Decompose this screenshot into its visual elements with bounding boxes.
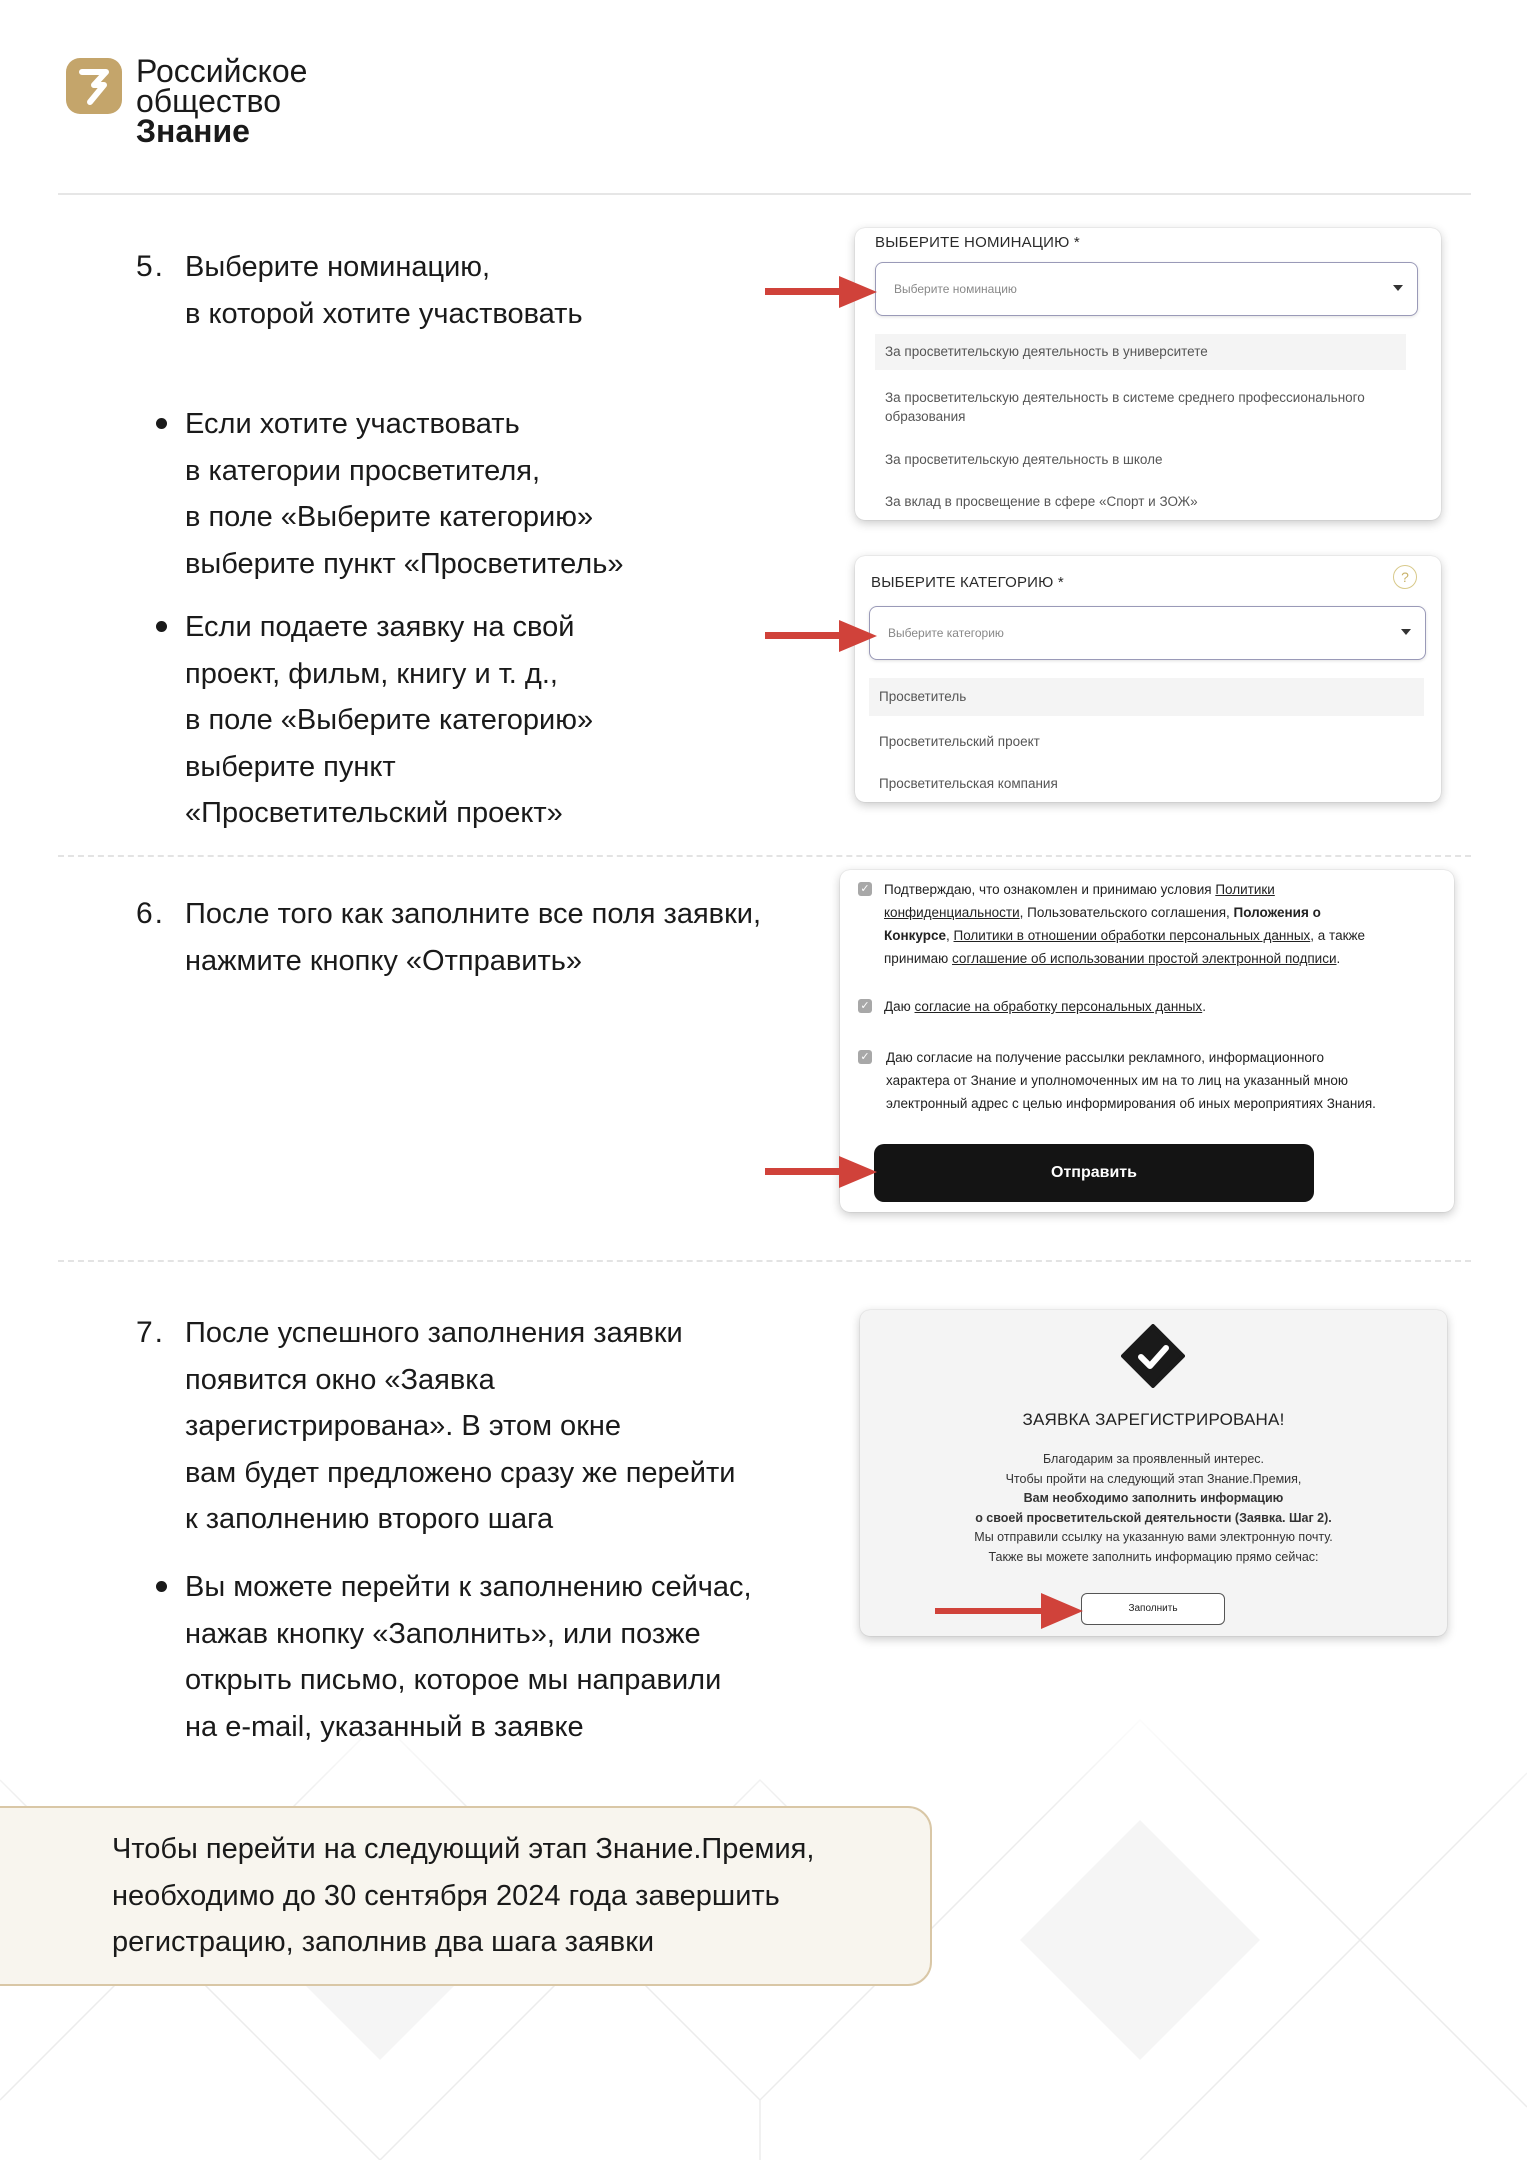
consent-card (840, 870, 1454, 1212)
note-line: регистрацию, заполнив два шага заявки (112, 1926, 655, 1958)
brand-line2: общество (136, 83, 281, 119)
bullet-line: в поле «Выберите категорию» (185, 501, 594, 533)
chevron-down-icon (1393, 285, 1403, 291)
bullet-line: Вы можете перейти к заполнению сейчас, (185, 1571, 752, 1603)
header-divider (58, 193, 1471, 195)
consent-checkbox-terms[interactable]: ✓ (858, 882, 872, 896)
bullet-line: «Просветительский проект» (185, 797, 563, 829)
pointer-arrow-icon (935, 1591, 1085, 1631)
privacy-policy-link[interactable]: конфиденциальности (884, 905, 1020, 920)
step5-bullet1 (185, 401, 623, 587)
option-label: образования (885, 409, 966, 424)
step5-line: Выберите номинацию, (185, 251, 491, 283)
nomination-card (855, 228, 1441, 520)
consent-terms-text: Подтверждаю, что ознакомлен и принимаю условия Политики конфиденциальности, Пользовательского соглашения, Положения о Конкурсе, Политики в отношении обработки персональных данных, а также принимаю соглашение об использовании простой электронной подписи. (884, 882, 1366, 966)
brand-line3: Знание (136, 113, 250, 149)
note-line: Чтобы перейти на следующий этап Знание.Премия, (112, 1833, 815, 1865)
success-title: ЗАЯВКА ЗАРЕГИСТРИРОВАНА! (1022, 1410, 1285, 1429)
brand-line1: Российское (136, 53, 308, 89)
brand-logo-icon (66, 58, 122, 114)
note-line: необходимо до 30 сентября 2024 года завершить (112, 1879, 780, 1912)
category-label: ВЫБЕРИТЕ КАТЕГОРИЮ * (871, 574, 1064, 591)
category-option[interactable] (869, 678, 1424, 716)
step6-text (185, 891, 761, 984)
bullet-line: открыть письмо, которое мы направили (185, 1664, 722, 1696)
bullet-line: Если хотите участвовать (185, 408, 520, 440)
step7-line: к заполнению второго шага (185, 1503, 554, 1535)
nomination-option[interactable] (875, 334, 1406, 370)
bullet-line: выберите пункт (185, 750, 396, 783)
bullet-line: Если подаете заявку на свой (185, 611, 575, 643)
pointer-arrow-icon (765, 1154, 880, 1190)
option-label: За просветительскую деятельность в системе среднего профессионального (885, 390, 1365, 405)
fill-button[interactable]: Заполнить (1081, 1593, 1225, 1625)
help-icon[interactable]: ? (1393, 565, 1417, 589)
bullet-line: выберите пункт «Просветитель» (185, 547, 624, 580)
step7-number: 7. (136, 1316, 166, 1349)
category-card (855, 556, 1441, 802)
chevron-down-icon (1401, 629, 1411, 635)
deadline-note (0, 1806, 932, 1986)
category-option[interactable]: Просветительская компания (879, 776, 1058, 791)
category-placeholder: Выберите категорию (888, 626, 1004, 640)
step6-line: нажмите кнопку «Отправить» (185, 944, 582, 977)
step5-bullet2 (185, 604, 593, 837)
nomination-placeholder: Выберите номинацию (894, 282, 1017, 296)
privacy-policy-link[interactable]: Политики (1215, 882, 1275, 897)
consent-personal-data-text: Даю согласие на обработку персональных данных. (884, 999, 1206, 1014)
option-label: За просветительскую деятельность в университете (885, 344, 1208, 359)
step5-line: в которой хотите участвовать (185, 297, 583, 330)
nomination-label: ВЫБЕРИТЕ НОМИНАЦИЮ * (875, 234, 1080, 251)
consent-checkbox-personal-data[interactable]: ✓ (858, 999, 872, 1013)
section-divider (58, 1260, 1471, 1262)
rules-link[interactable]: Конкурсе (884, 928, 946, 943)
bullet-line: в поле «Выберите категорию» (185, 704, 594, 736)
bullet-line: на e-mail, указанный в заявке (185, 1710, 584, 1743)
category-option[interactable]: Просветительский проект (879, 734, 1040, 749)
step7-line: появится окно «Заявка (185, 1363, 495, 1396)
consent-mailing-text: Даю согласие на получение рассылки рекламного, информационного характера от Знание и уполномоченных им на то лиц на указанный мною электронный адрес с целью информирования об иных мероприятиях Знания. (886, 1050, 1376, 1111)
step6-number: 6. (136, 897, 166, 930)
step5-number: 5. (136, 250, 166, 283)
success-modal (860, 1310, 1447, 1636)
brand-wordmark (136, 53, 308, 149)
note-text (112, 1826, 814, 1966)
check-badge-icon (1121, 1324, 1185, 1388)
rules-link[interactable]: Положения о (1233, 905, 1321, 920)
step5-text (185, 244, 583, 337)
nomination-option[interactable]: За вклад в просвещение в сфере «Спорт и ЗОЖ» (885, 494, 1198, 509)
pointer-arrow-icon (765, 274, 880, 310)
step7-line: зарегистрирована». В этом окне (185, 1410, 622, 1442)
success-message: Благодарим за проявленный интерес. Чтобы пройти на следующий этап Знание.Премия, Вам необходимо заполнить информацию о своей просветительской деятельности (Заявка. Шаг 2). Мы отправили ссылку на указанную вами электронную почту. Также вы можете заполнить информацию прямо сейчас: (974, 1452, 1333, 1564)
section-divider (58, 855, 1471, 857)
submit-button[interactable]: Отправить (874, 1144, 1314, 1202)
bullet-dot (156, 621, 167, 632)
personal-data-link[interactable]: согласие на обработку персональных данных (914, 999, 1203, 1014)
step7-line: После успешного заполнения заявки (185, 1317, 683, 1349)
nomination-option[interactable]: За просветительскую деятельность в школе (885, 452, 1163, 467)
step7-bullet (185, 1564, 752, 1750)
step6-line: После того как заполните все поля заявки, (185, 898, 762, 930)
nomination-option[interactable] (885, 388, 1365, 426)
bullet-dot (156, 418, 167, 429)
step7-text (185, 1310, 735, 1543)
pointer-arrow-icon (765, 618, 880, 654)
bullet-line: проект, фильм, книгу и т. д., (185, 657, 558, 690)
step7-line: вам будет предложено сразу же перейти (185, 1456, 736, 1489)
nomination-select[interactable] (875, 262, 1418, 316)
consent-checkbox-mailing[interactable]: ✓ (858, 1050, 872, 1064)
bullet-dot (156, 1581, 167, 1592)
data-policy-link[interactable]: Политики в отношении обработки персональных данных (953, 928, 1311, 943)
option-label: Просветитель (879, 689, 967, 704)
e-signature-link[interactable]: соглашение об использовании простой электронной подписи (952, 951, 1337, 966)
bullet-line: нажав кнопку «Заполнить», или позже (185, 1617, 701, 1650)
category-select[interactable] (869, 606, 1426, 660)
bullet-line: в категории просветителя, (185, 454, 541, 487)
